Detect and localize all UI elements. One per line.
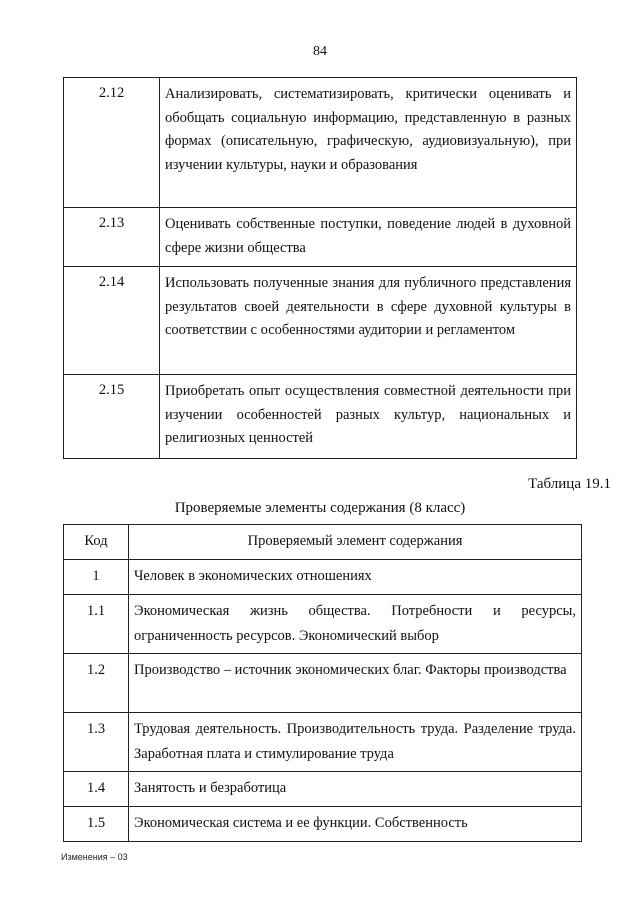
table-row: [64, 713, 582, 772]
row-code: 1.1: [64, 595, 129, 654]
skills-table: [63, 77, 577, 459]
table-row: [64, 267, 577, 375]
table-row: [64, 78, 577, 208]
row-code: 2.15: [64, 375, 160, 459]
table-row: [64, 595, 582, 654]
row-code: 1.5: [64, 807, 129, 842]
row-code: 1: [64, 560, 129, 595]
table-row: [64, 772, 582, 807]
table-title: Проверяемые элементы содержания (8 класс): [174, 500, 466, 516]
row-text: Приобретать опыт осуществления совместной деятельности при изучении особенностей разных культур, национальных и религиозных ценностей: [160, 375, 577, 459]
table-header-row: [64, 525, 582, 560]
table-caption: Таблица 19.1: [528, 476, 611, 492]
table-row: [64, 807, 582, 842]
row-code: 2.12: [64, 78, 160, 208]
table-row: [64, 560, 582, 595]
row-text: Экономическая жизнь общества. Потребности и ресурсы, ограниченность ресурсов. Экономический выбор: [129, 595, 582, 654]
row-code: 2.14: [64, 267, 160, 375]
footer-revision: Изменения – 03: [61, 852, 128, 862]
row-text: Производство – источник экономических благ. Факторы производства: [129, 654, 582, 713]
row-text: Трудовая деятельность. Производительность труда. Разделение труда. Заработная плата и стимулирование труда: [129, 713, 582, 772]
row-text: Оценивать собственные поступки, поведение людей в духовной сфере жизни общества: [160, 208, 577, 267]
row-code: 1.2: [64, 654, 129, 713]
row-text: Использовать полученные знания для публичного представления результатов своей деятельности в сфере духовной культуры в соответствии с особенностями аудитории и регламентом: [160, 267, 577, 375]
row-text: Экономическая система и ее функции. Собственность: [129, 807, 582, 842]
row-text: Человек в экономических отношениях: [129, 560, 582, 595]
content-elements-table: [63, 524, 582, 842]
row-code: 1.3: [64, 713, 129, 772]
row-text: Занятость и безработица: [129, 772, 582, 807]
table-row: [64, 375, 577, 459]
page-number: 84: [313, 44, 327, 59]
row-code: 1.4: [64, 772, 129, 807]
row-text: Анализировать, систематизировать, критически оценивать и обобщать социальную информацию, представленную в разных формах (описательную, графическую, аудиовизуальную), при изучении культуры, науки и образования: [160, 78, 577, 208]
row-code: 2.13: [64, 208, 160, 267]
table-row: [64, 208, 577, 267]
header-code: Код: [64, 525, 129, 560]
header-element: Проверяемый элемент содержания: [129, 525, 582, 560]
table-row: [64, 654, 582, 713]
